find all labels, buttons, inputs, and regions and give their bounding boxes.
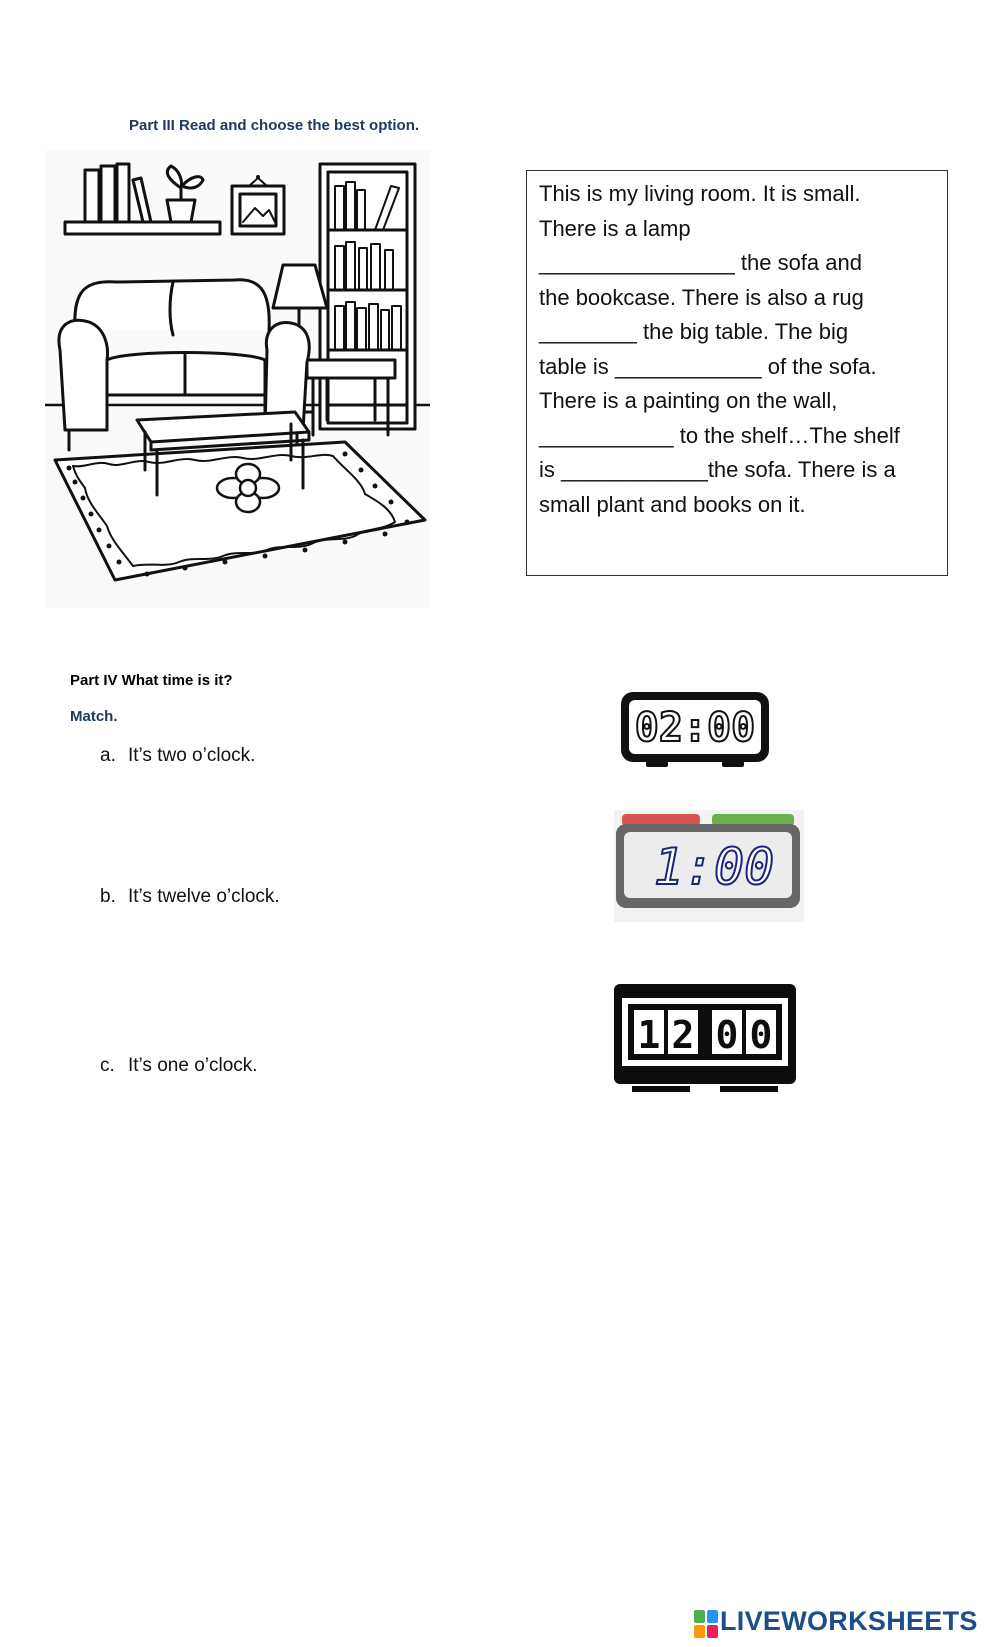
part3-heading: Part III Read and choose the best option. (129, 117, 420, 134)
clock-display: 02:00 (634, 705, 756, 751)
flip-digit: 0 (715, 1013, 739, 1057)
match-item-b[interactable] (100, 886, 280, 908)
part4-subheading: Match. (70, 708, 118, 725)
passage-line: small plant and books on it. (539, 491, 806, 517)
flip-digit: 2 (671, 1013, 695, 1057)
passage-blank-line[interactable]: ________ the big table. The big (539, 319, 849, 344)
passage-blank-line[interactable]: table is ____________ of the sofa. (539, 353, 877, 379)
item-text: It’s one o’clock. (128, 1055, 258, 1076)
passage-line: There is a painting on the wall, (539, 388, 838, 413)
flip-clock-icon[interactable] (612, 982, 798, 1096)
living-room-illustration (45, 150, 430, 608)
digital-clock-icon[interactable] (618, 688, 772, 770)
item-letter: b. (100, 886, 116, 907)
clock-display: 1:00 (653, 838, 775, 896)
part4-heading: Part IV What time is it? (70, 672, 233, 689)
lcd-clock-icon[interactable] (614, 810, 804, 922)
passage-line: There is a lamp (539, 215, 691, 241)
item-text: It’s twelve o’clock. (128, 886, 280, 907)
passage-blank-line[interactable]: is ____________the sofa. There is a (539, 457, 896, 482)
item-letter: c. (100, 1055, 115, 1076)
brand-name: LIVEWORKSHEETS (720, 1606, 978, 1636)
passage-blank-line[interactable]: ________________ the sofa and (539, 250, 862, 275)
passage-line: the bookcase. There is also a rug (539, 284, 864, 310)
flip-digit: 1 (637, 1013, 661, 1057)
match-item-a[interactable] (100, 745, 255, 767)
liveworksheets-logo[interactable] (694, 1606, 994, 1640)
match-item-c[interactable] (100, 1055, 258, 1077)
item-letter: a. (100, 745, 116, 766)
item-text: It’s two o’clock. (128, 745, 256, 766)
liveworksheets-logo-icon (694, 1610, 718, 1638)
passage-blank-line[interactable]: ___________ to the shelf…The shelf (539, 422, 900, 448)
fill-in-passage (526, 170, 948, 576)
passage-line: This is my living room. It is small. (539, 181, 861, 206)
flip-digit: 0 (749, 1013, 773, 1057)
